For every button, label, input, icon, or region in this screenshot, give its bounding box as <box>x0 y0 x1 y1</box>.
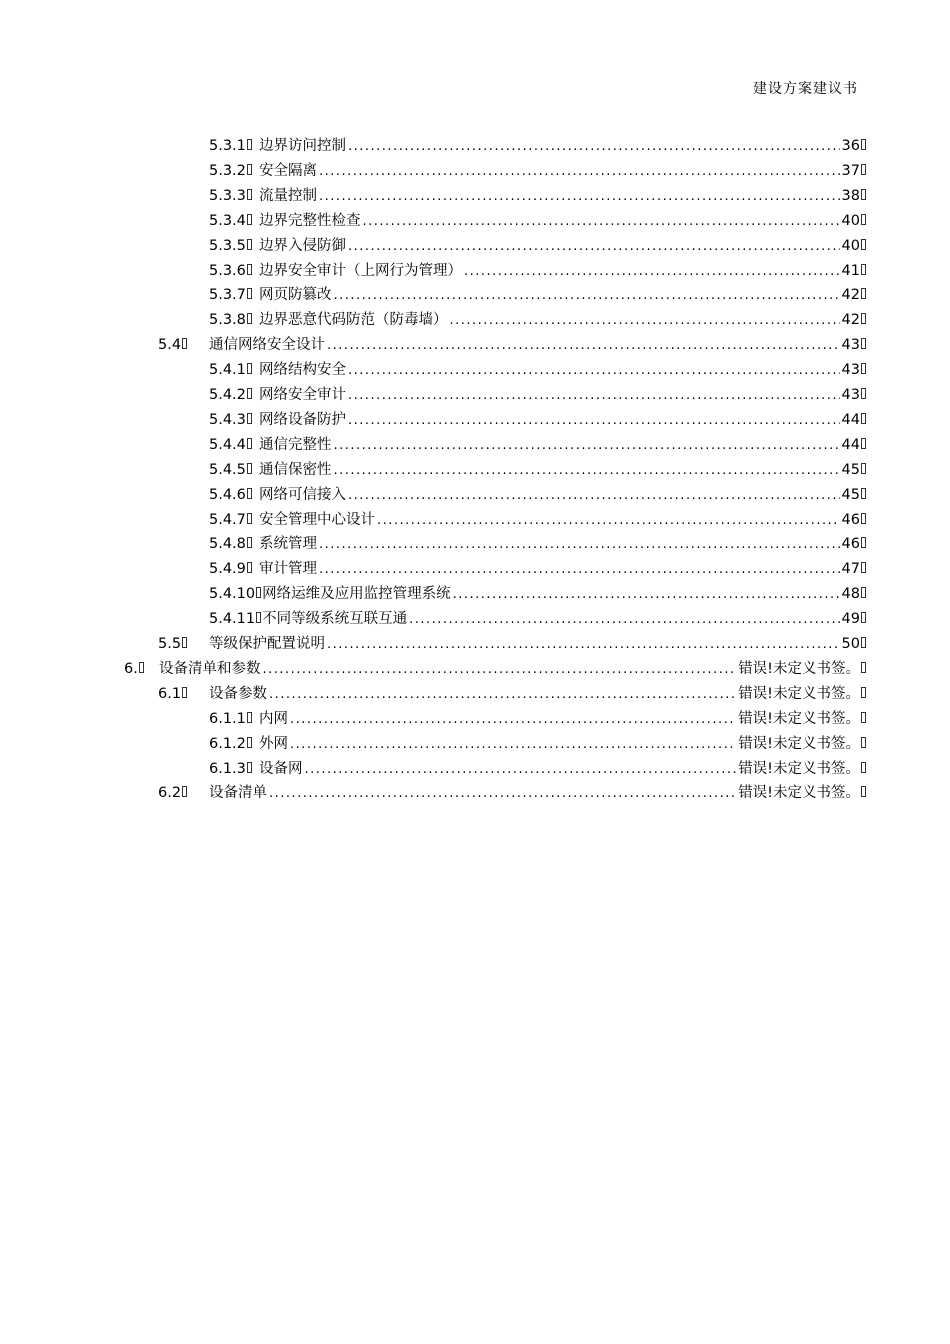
toc-entry-page: 40 <box>841 212 860 229</box>
toc-entry-page: 41 <box>841 262 860 279</box>
toc-dot-leader <box>348 134 840 159</box>
toc-entry-title: 安全隔离 <box>259 162 317 179</box>
toc-entry-page: 46 <box>841 536 860 553</box>
toc-dot-leader <box>327 632 840 657</box>
toc-entry-page: 45 <box>841 461 860 478</box>
toc-entry-number: 5.3.2 <box>209 162 246 179</box>
toc-entry-page: 错误!未定义书签。 <box>738 685 860 702</box>
toc-entry-number: 6.1.3 <box>209 760 246 777</box>
tab-marker-icon <box>247 313 252 324</box>
toc-dot-leader <box>263 657 737 682</box>
tab-marker-icon <box>247 363 252 374</box>
toc-entry-number: 5.4.8 <box>209 536 246 553</box>
toc-entry-title: 边界完整性检查 <box>259 212 361 229</box>
toc-entry[interactable] <box>209 358 866 383</box>
paragraph-mark-icon <box>861 463 866 474</box>
toc-entry-title: 外网 <box>259 735 288 752</box>
toc-dot-leader <box>319 184 840 209</box>
toc-entry-page: 错误!未定义书签。 <box>738 760 860 777</box>
toc-entry-number: 5.4.3 <box>209 411 246 428</box>
toc-dot-leader <box>290 732 736 757</box>
toc-entry-title: 不同等级系统互联互通 <box>262 611 408 628</box>
toc-dot-leader <box>319 532 840 557</box>
paragraph-mark-icon <box>861 712 866 723</box>
paragraph-mark-icon <box>861 562 866 573</box>
toc-entry-page: 44 <box>841 411 860 428</box>
toc-entry-number: 5.4.2 <box>209 387 246 403</box>
toc-dot-leader <box>348 483 840 508</box>
tab-marker-icon <box>182 338 187 349</box>
toc-entry-title: 边界安全审计（上网行为管理） <box>259 262 462 279</box>
tab-marker-icon <box>247 513 252 524</box>
toc-entry-number: 5.5 <box>158 636 182 652</box>
toc-entry-number: 5.3.5 <box>209 237 246 254</box>
toc-entry-title: 设备清单和参数 <box>159 660 261 677</box>
toc-entry-page: 错误!未定义书签。 <box>738 660 860 677</box>
toc-entry-page: 错误!未定义书签。 <box>738 710 860 727</box>
tab-marker-icon <box>247 537 252 548</box>
toc-entry-number: 5.3.8 <box>209 312 246 329</box>
toc-dot-leader <box>334 433 840 458</box>
toc-entry-page: 错误!未定义书签。 <box>738 735 860 752</box>
tab-marker-icon <box>247 214 252 225</box>
toc-entry-page: 46 <box>841 511 860 528</box>
toc-entry-title: 内网 <box>259 710 288 727</box>
toc-entry-page: 错误!未定义书签。 <box>738 785 860 802</box>
toc-dot-leader <box>348 383 840 408</box>
toc-entry-title: 设备网 <box>259 760 303 777</box>
tab-marker-icon <box>247 264 252 275</box>
tab-marker-icon <box>256 612 261 623</box>
toc-entry-number: 5.4.6 <box>209 486 246 503</box>
toc-entry-number: 6. <box>124 660 138 677</box>
toc-entry[interactable] <box>209 259 866 284</box>
paragraph-mark-icon <box>861 239 866 250</box>
toc-entry-title: 系统管理 <box>259 536 317 553</box>
toc-entry-page: 40 <box>841 237 860 254</box>
toc-entry-number: 5.4.11 <box>209 611 256 628</box>
toc-entry[interactable] <box>209 557 866 582</box>
toc-entry-number: 5.4 <box>158 337 182 354</box>
toc-dot-leader <box>319 557 840 582</box>
toc-entry-number: 6.1 <box>158 685 182 702</box>
toc-dot-leader <box>269 682 736 707</box>
toc-entry[interactable] <box>209 184 866 209</box>
tab-marker-icon <box>139 662 144 673</box>
toc-entry-page: 47 <box>841 561 860 578</box>
tab-marker-icon <box>182 786 187 797</box>
toc-entry[interactable] <box>209 308 866 333</box>
toc-entry-title: 安全管理中心设计 <box>259 511 375 528</box>
toc-entry-number: 5.4.4 <box>209 436 246 453</box>
toc-entry-title: 通信保密性 <box>259 461 332 478</box>
toc-entry-page: 49 <box>841 611 860 628</box>
toc-entry[interactable] <box>124 657 866 682</box>
toc-dot-leader <box>348 358 840 383</box>
toc-entry-title: 网络结构安全 <box>259 362 346 379</box>
paragraph-mark-icon <box>861 164 866 175</box>
paragraph-mark-icon <box>861 214 866 225</box>
tab-marker-icon <box>247 488 252 499</box>
toc-entry-page: 43 <box>841 387 860 403</box>
toc-entry-number: 6.1.2 <box>209 735 246 752</box>
toc-entry-title: 网络设备防护 <box>259 411 346 428</box>
toc-entry-page: 43 <box>841 362 860 379</box>
paragraph-mark-icon <box>861 413 866 424</box>
toc-entry-number: 5.4.7 <box>209 511 246 528</box>
toc-entry[interactable] <box>209 607 866 632</box>
page-header-title: 建设方案建议书 <box>753 81 858 97</box>
toc-entry[interactable] <box>158 333 866 358</box>
toc-entry-title: 网络运维及应用监控管理系统 <box>262 586 451 603</box>
toc-entry[interactable] <box>158 781 866 806</box>
toc-entry-title: 审计管理 <box>259 561 317 578</box>
toc-entry[interactable] <box>209 159 866 184</box>
paragraph-mark-icon <box>861 612 866 623</box>
tab-marker-icon <box>247 139 252 150</box>
tab-marker-icon <box>247 164 252 175</box>
tab-marker-icon <box>247 288 252 299</box>
toc-entry-number: 5.3.7 <box>209 287 246 304</box>
toc-dot-leader <box>409 607 839 632</box>
toc-dot-leader <box>450 308 840 333</box>
toc-dot-leader <box>334 283 840 308</box>
toc-entry-title: 边界恶意代码防范（防毒墙） <box>259 312 448 329</box>
tab-marker-icon <box>182 637 187 648</box>
tab-marker-icon <box>256 587 261 598</box>
toc-entry-title: 设备参数 <box>209 685 267 702</box>
paragraph-mark-icon <box>861 189 866 200</box>
toc-entry[interactable] <box>209 458 866 483</box>
tab-marker-icon <box>247 712 252 723</box>
toc-entry-number: 5.4.5 <box>209 461 246 478</box>
toc-entry-page: 38 <box>841 187 860 204</box>
toc-entry[interactable] <box>158 632 866 657</box>
toc-entry[interactable] <box>209 757 866 782</box>
toc-entry[interactable] <box>209 532 866 557</box>
toc-entry[interactable] <box>209 209 866 234</box>
toc-entry-title: 网页防篡改 <box>259 287 332 304</box>
toc-entry-page: 50 <box>841 636 860 652</box>
toc-entry-number: 5.3.3 <box>209 187 246 204</box>
toc-entry-number: 5.4.10 <box>209 586 256 603</box>
paragraph-mark-icon <box>861 637 866 648</box>
toc-entry-page: 42 <box>841 312 860 329</box>
tab-marker-icon <box>247 189 252 200</box>
toc-entry[interactable] <box>209 707 866 732</box>
toc-entry-title: 边界访问控制 <box>259 138 346 154</box>
paragraph-mark-icon <box>861 762 866 773</box>
paragraph-mark-icon <box>861 139 866 150</box>
toc-entry-title: 流量控制 <box>259 187 317 204</box>
toc-entry-page: 45 <box>841 486 860 503</box>
toc-entry-number: 6.1.1 <box>209 710 246 727</box>
paragraph-mark-icon <box>861 313 866 324</box>
toc-entry-number: 5.4.1 <box>209 362 246 379</box>
toc-entry[interactable] <box>158 682 866 707</box>
tab-marker-icon <box>247 388 252 399</box>
paragraph-mark-icon <box>861 288 866 299</box>
toc-entry-title: 通信完整性 <box>259 436 332 453</box>
paragraph-mark-icon <box>861 338 866 349</box>
tab-marker-icon <box>182 687 187 698</box>
toc-dot-leader <box>327 333 840 358</box>
paragraph-mark-icon <box>861 537 866 548</box>
toc-entry[interactable] <box>209 283 866 308</box>
paragraph-mark-icon <box>861 438 866 449</box>
toc-dot-leader <box>348 234 840 259</box>
toc-entry-number: 5.3.6 <box>209 262 246 279</box>
toc-entry-title: 边界入侵防御 <box>259 237 346 254</box>
paragraph-mark-icon <box>861 737 866 748</box>
tab-marker-icon <box>247 562 252 573</box>
toc-entry-title: 等级保护配置说明 <box>209 636 325 652</box>
toc-entry-title: 网络安全审计 <box>259 387 346 403</box>
paragraph-mark-icon <box>861 587 866 598</box>
toc-dot-leader <box>363 209 840 234</box>
toc-entry[interactable] <box>209 408 866 433</box>
toc-entry[interactable] <box>209 383 866 408</box>
toc-entry[interactable] <box>209 234 866 259</box>
toc-entry[interactable] <box>209 508 866 533</box>
toc-dot-leader <box>334 458 840 483</box>
toc-entry-page: 48 <box>841 586 860 603</box>
toc-dot-leader <box>290 707 736 732</box>
tab-marker-icon <box>247 413 252 424</box>
toc-entry[interactable] <box>209 732 866 757</box>
paragraph-mark-icon <box>861 786 866 797</box>
toc-entry-number: 6.2 <box>158 785 182 802</box>
paragraph-mark-icon <box>861 662 866 673</box>
paragraph-mark-icon <box>861 363 866 374</box>
paragraph-mark-icon <box>861 488 866 499</box>
toc-entry-page: 43 <box>841 337 860 354</box>
toc-entry[interactable] <box>209 134 866 159</box>
toc-dot-leader <box>305 757 737 782</box>
tab-marker-icon <box>247 438 252 449</box>
toc-entry-page: 42 <box>841 287 860 304</box>
toc-entry-number: 5.3.4 <box>209 212 246 229</box>
toc-dot-leader <box>319 159 840 184</box>
tab-marker-icon <box>247 239 252 250</box>
toc-entry-title: 通信网络安全设计 <box>209 337 325 354</box>
toc-entry[interactable] <box>209 582 866 607</box>
toc-entry-title: 网络可信接入 <box>259 486 346 503</box>
tab-marker-icon <box>247 463 252 474</box>
toc-entry-number: 5.3.1 <box>209 138 246 154</box>
toc-entry-page: 37 <box>841 162 860 179</box>
paragraph-mark-icon <box>861 687 866 698</box>
toc-entry[interactable] <box>209 433 866 458</box>
toc-entry[interactable] <box>209 483 866 508</box>
tab-marker-icon <box>247 762 252 773</box>
toc-entry-title: 设备清单 <box>209 785 267 802</box>
toc-entry-number: 5.4.9 <box>209 561 246 578</box>
toc-entry-page: 36 <box>841 138 860 154</box>
paragraph-mark-icon <box>861 513 866 524</box>
paragraph-mark-icon <box>861 388 866 399</box>
toc-dot-leader <box>453 582 840 607</box>
toc-entry-page: 44 <box>841 436 860 453</box>
toc-dot-leader <box>348 408 840 433</box>
toc-dot-leader <box>269 781 736 806</box>
toc-dot-leader <box>377 508 840 533</box>
tab-marker-icon <box>247 737 252 748</box>
paragraph-mark-icon <box>861 264 866 275</box>
toc-dot-leader <box>464 259 840 284</box>
